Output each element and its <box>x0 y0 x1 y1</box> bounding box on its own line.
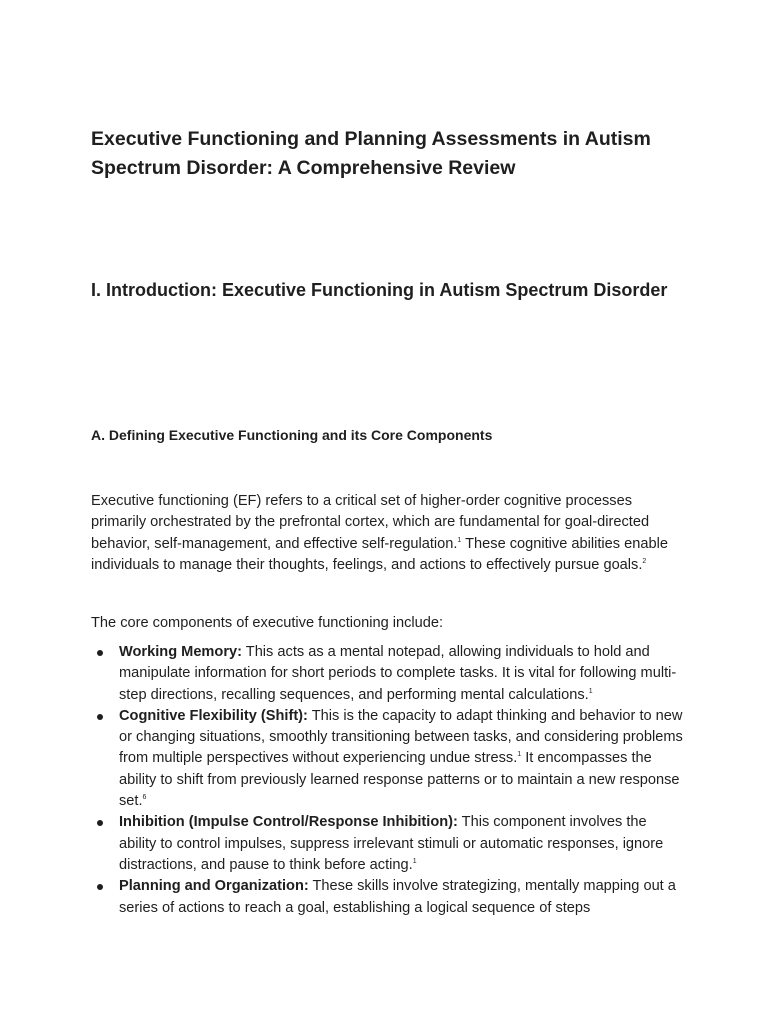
bullet-icon <box>97 820 103 826</box>
core-components-list <box>91 642 686 919</box>
section-heading: I. Introduction: Executive Functioning in Autism Spectrum Disorder <box>91 280 668 300</box>
component-description: This acts as a mental notepad, allowing individuals to hold and manipulate information for short periods to complete tasks. It is vital for following multi-step directions, recalling sequences, and performing mental calculations. <box>119 644 677 703</box>
intro-paragraph <box>91 491 686 576</box>
component-description: These skills involve strategizing, mentally mapping out a series of actions to reach a goal, establishing a logical sequence of steps <box>119 878 676 916</box>
components-intro: The core components of executive functioning include: <box>91 615 444 631</box>
subsection-heading: A. Defining Executive Functioning and its Core Components <box>91 427 493 443</box>
citation-ref: 1 <box>517 751 522 759</box>
component-description: This is the capacity to adapt thinking and behavior to new or changing situations, smoothly transitioning between tasks, and considering problems from multiple perspectives without experiencing undue stress. <box>119 707 683 767</box>
citation-ref: 6 <box>142 794 147 802</box>
intro-text-part-2: These cognitive abilities enable individuals to manage their thoughts, feelings, and actions to effectively pursue goals. <box>91 535 668 573</box>
bullet-icon <box>97 884 103 890</box>
citation-ref: 1 <box>412 857 417 865</box>
bullet-icon <box>97 714 103 720</box>
component-term: Cognitive Flexibility (Shift): <box>119 707 308 724</box>
component-description: This component involves the ability to control impulses, suppress irrelevant stimuli or automatic responses, ignore distractions, and pause to think before acting. <box>119 814 664 873</box>
list-item <box>91 876 686 919</box>
component-term: Inhibition (Impulse Control/Response Inhibition): <box>119 814 458 831</box>
citation-ref: 1 <box>457 536 462 544</box>
bullet-icon <box>97 650 103 656</box>
list-item <box>91 812 686 876</box>
list-item <box>91 706 686 812</box>
intro-text-part-1: Executive functioning (EF) refers to a critical set of higher-order cognitive processes primarily orchestrated by the prefrontal cortex, which are fundamental for goal-directed behavior, self-management, and effective self-regulation. <box>91 493 650 552</box>
citation-ref: 2 <box>642 557 647 565</box>
component-description-continued: It encompasses the ability to shift from previously learned response patterns or to maintain a new response set. <box>119 750 680 810</box>
component-term: Planning and Organization: <box>119 878 309 895</box>
list-item <box>91 642 686 706</box>
citation-ref: 1 <box>588 687 593 695</box>
document-title: Executive Functioning and Planning Assessments in Autism Spectrum Disorder: A Comprehensive Review <box>91 128 651 179</box>
component-term: Working Memory: <box>119 644 242 660</box>
